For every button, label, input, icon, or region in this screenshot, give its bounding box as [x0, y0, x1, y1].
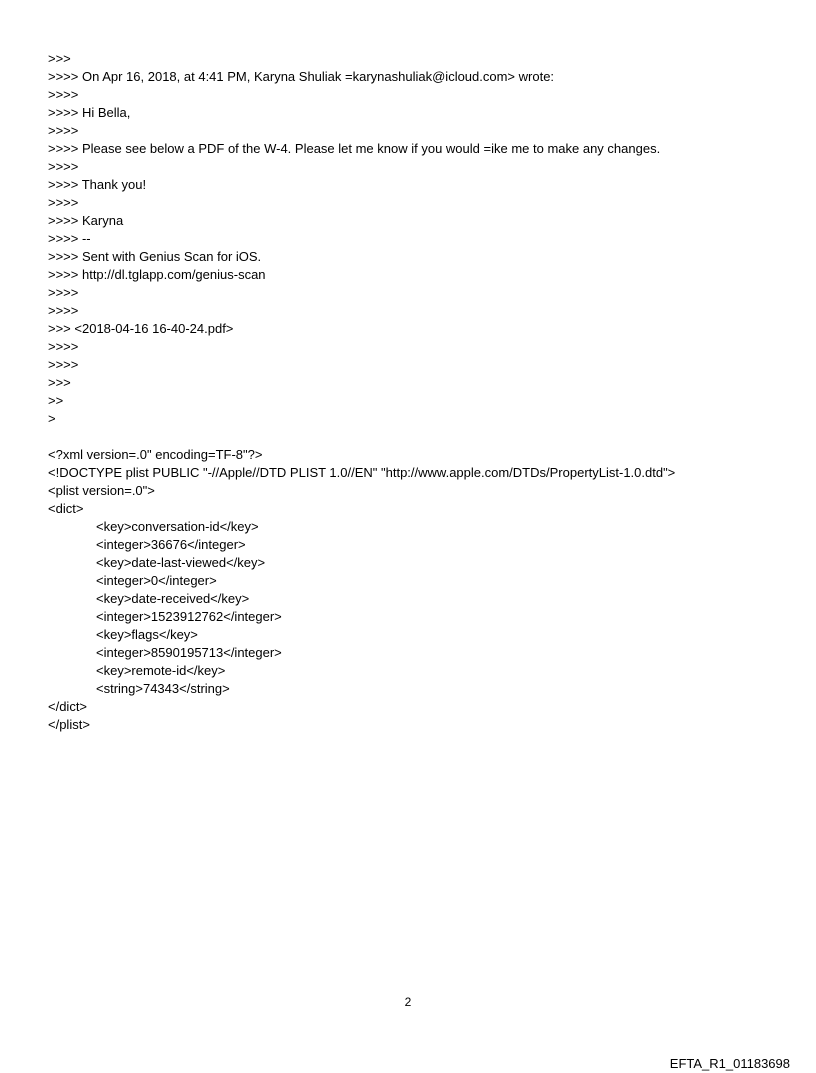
- spacer: [48, 428, 788, 446]
- dict-entry: <key>date-received</key>: [96, 591, 250, 606]
- dict-entry: <key>date-last-viewed</key>: [96, 555, 266, 570]
- dict-entry: <integer>1523912762</integer>: [96, 609, 282, 624]
- plist-close-tag: </plist>: [48, 717, 90, 732]
- email-line: >>: [48, 393, 64, 408]
- email-line: >>>: [48, 51, 71, 66]
- plist-block: [48, 446, 788, 734]
- plist-doctype: <!DOCTYPE plist PUBLIC "-//Apple//DTD PLIST 1.0//EN" "http://www.apple.com/DTDs/PropertyList-1.0.dtd">: [48, 465, 676, 480]
- dict-entry: <key>remote-id</key>: [96, 663, 226, 678]
- dict-close-tag: </dict>: [48, 699, 88, 714]
- email-line: >>>> Thank you!: [48, 177, 147, 192]
- bates-number: EFTA_R1_01183698: [669, 1056, 790, 1071]
- dict-open-tag: <dict>: [48, 501, 84, 516]
- email-line: >>>> Please see below a PDF of the W-4. Please let me know if you would =ike me to make any changes.: [48, 141, 661, 156]
- email-line: >>>>: [48, 123, 79, 138]
- dict-entry: <key>conversation-id</key>: [96, 519, 259, 534]
- email-line: >>>> http://dl.tglapp.com/genius-scan: [48, 267, 266, 282]
- email-line: >>>>: [48, 159, 79, 174]
- email-line: >>>> Sent with Genius Scan for iOS.: [48, 249, 262, 264]
- email-line: >>> <2018-04-16 16-40-24.pdf>: [48, 321, 234, 336]
- email-line: >>>>: [48, 195, 79, 210]
- email-line: >>>>: [48, 339, 79, 354]
- dict-entry: <integer>8590195713</integer>: [96, 645, 282, 660]
- email-line: >>>> Hi Bella,: [48, 105, 131, 120]
- email-line: >: [48, 411, 56, 426]
- email-line: >>>> --: [48, 231, 91, 246]
- email-line: >>>>: [48, 357, 79, 372]
- dict-entry: <string>74343</string>: [96, 681, 230, 696]
- dict-entry: <key>flags</key>: [96, 627, 198, 642]
- email-line: >>>> On Apr 16, 2018, at 4:41 PM, Karyna Shuliak =karynashuliak@icloud.com> wrote:: [48, 69, 555, 84]
- plist-open-tag: <plist version=.0">: [48, 483, 155, 498]
- page-number: 2: [404, 995, 412, 1009]
- email-line: >>>: [48, 375, 71, 390]
- email-line: >>>> Karyna: [48, 213, 124, 228]
- email-line: >>>>: [48, 285, 79, 300]
- quoted-email-block: [48, 50, 788, 428]
- dict-entry: <integer>0</integer>: [96, 573, 217, 588]
- xml-declaration: <?xml version=.0" encoding=TF-8"?>: [48, 447, 263, 462]
- email-line: >>>>: [48, 87, 79, 102]
- dict-entry: <integer>36676</integer>: [96, 537, 246, 552]
- document-body: [48, 50, 788, 734]
- email-line: >>>>: [48, 303, 79, 318]
